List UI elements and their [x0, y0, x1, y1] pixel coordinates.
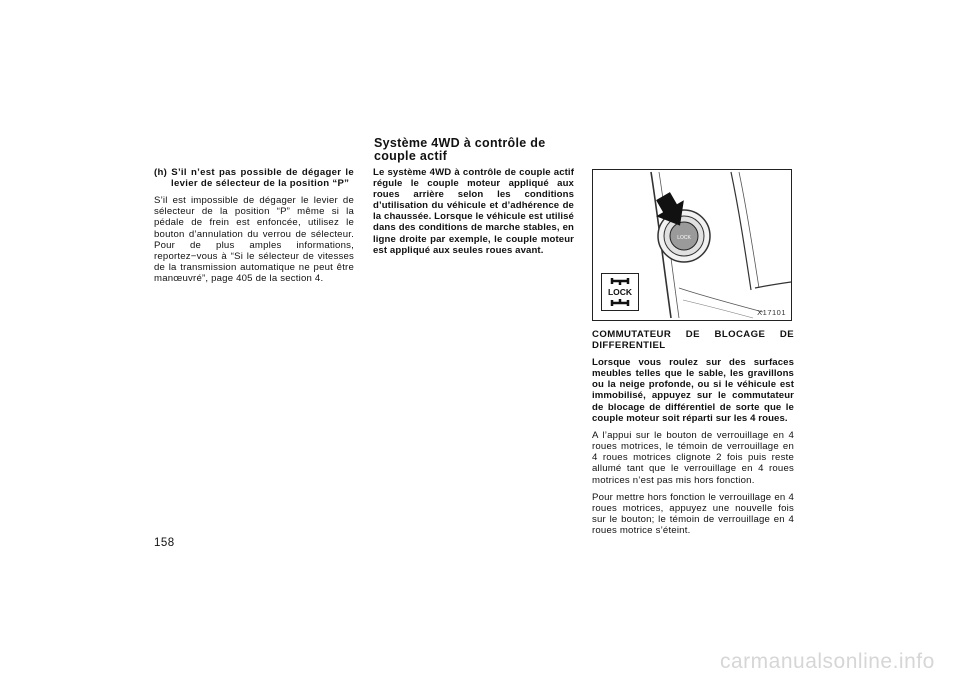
- section-title-line2: couple actif: [374, 149, 448, 163]
- right-heading: COMMUTATEUR DE BLOCAGE DE DIFFERENTIEL: [592, 329, 794, 352]
- middle-column: [373, 167, 574, 262]
- switch-button-label: LOCK: [677, 235, 691, 241]
- section-title-line1: Système 4WD à contrôle de: [374, 136, 546, 150]
- figure-code: X17101: [757, 308, 786, 317]
- left-column: [154, 167, 354, 291]
- watermark: carmanualsonline.info: [720, 650, 935, 673]
- item-heading: (h) S’il n’est pas possible de dégager le levier de sélecteur de la position “P”: [154, 167, 354, 189]
- page-number: 158: [154, 537, 175, 549]
- right-paragraph-1: A l’appui sur le bouton de verrouillage en 4 roues motrices, le témoin de verrouillage en 4 roues motrices clignote 2 fois puis reste allumé tant que le verrouillage en 4 roues motrices n’est pas mis hors fonction.: [592, 429, 794, 486]
- right-paragraph-2: Pour mettre hors fonction le verrouillage en 4 roues motrices, appuyez une nouvelle fois sur le bouton; le témoin de verrouillage en 4 roues motrice s’éteint.: [592, 491, 794, 537]
- differential-lock-figure: [592, 169, 792, 321]
- lock-label: LOCK: [607, 287, 633, 297]
- lock-indicator-symbol: [601, 273, 639, 311]
- left-paragraph: S’il est impossible de dégager le levier de sélecteur de la position “P” même si la pédale de frein est enfoncée, utilisez le bouton d’annulation du verrou de sélecteur. Pour de plus amples informations, reportez−vous à “Si le sélecteur de vitesses de la transmission automatique ne peut être manœuvré”, page 405 de la section 4.: [154, 195, 354, 285]
- right-column: [592, 329, 794, 543]
- right-bold-paragraph: Lorsque vous roulez sur des surfaces meubles telles que le sable, les gravillons ou la neige profonde, ou si le véhicule est immobilisé, appuyez sur le commutateur de blocage de différentiel de sorte que le couple moteur soit réparti sur les 4 roues.: [592, 357, 794, 424]
- section-title: [374, 137, 584, 163]
- middle-paragraph: Le système 4WD à contrôle de couple actif régule le couple moteur appliqué aux roues arrière selon les conditions d’utilisation du véhicule et d’adhérence de la chaussée. Lorsque le véhicule est utilisé dans des conditions de marche stables, en ligne droite par exemple, le couple moteur est appliqué aux seules roues avant.: [373, 167, 574, 256]
